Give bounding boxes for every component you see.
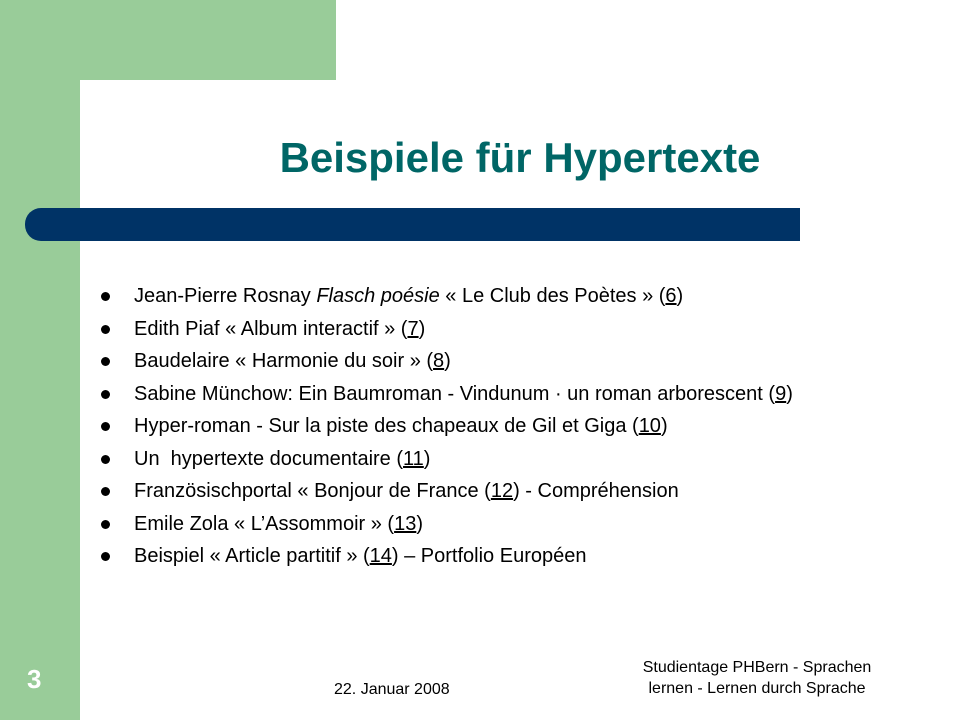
list-item: Un hypertexte documentaire (11) [100,447,820,471]
title-divider-bar [25,208,800,241]
hyperlink[interactable]: 13 [394,512,417,535]
hyperlink[interactable]: 8 [433,350,445,372]
footer-event [612,657,902,699]
footer-event-line: Studientage PHBern - Sprachen [642,659,872,676]
list-item: Jean-Pierre Rosnay Flasch poésie « Le Club des Poètes » (6) [100,284,820,308]
hyperlink[interactable]: 9 [775,382,787,405]
hyperlink[interactable]: 11 [403,447,424,470]
footer-event-line: lernen - Lernen durch Sprache [648,680,866,697]
list-item: Französischportal « Bonjour de France (12) - Compréhension [100,479,820,503]
hyperlink[interactable]: 6 [665,285,677,307]
footer-date: 22. Januar 2008 [334,681,450,698]
green-side-band [0,0,80,720]
list-item: Beispiel « Article partitif » (14) – Portfolio Européen [100,544,820,568]
list-item: Baudelaire « Harmonie du soir » (8) [100,349,820,373]
bullet-list [100,284,820,577]
bullet-icon [101,455,110,464]
hyperlink[interactable]: 14 [369,545,392,567]
bullet-icon [101,487,110,496]
bullet-icon [101,325,110,334]
bullet-icon [101,520,110,529]
hyperlink[interactable]: 7 [407,317,419,340]
bullet-icon [101,422,110,431]
green-top-band [0,0,336,80]
bullet-icon [101,357,110,366]
slide-number: 3 [27,664,42,694]
slide-title: Beispiele für Hypertexte [279,134,761,181]
bullet-icon [101,390,110,399]
list-item: Edith Piaf « Album interactif » (7) [100,317,820,341]
bullet-icon [101,292,110,301]
hyperlink[interactable]: 12 [490,480,514,502]
bullet-icon [101,552,110,561]
hyperlink[interactable]: 10 [638,415,661,437]
list-item: Sabine Münchow: Ein Baumroman - Vindunum · un roman arborescent (9) [100,382,820,406]
list-item: Hyper-roman - Sur la piste des chapeaux de Gil et Giga (10) [100,414,820,438]
list-item: Emile Zola « L’Assommoir » (13) [100,512,820,536]
